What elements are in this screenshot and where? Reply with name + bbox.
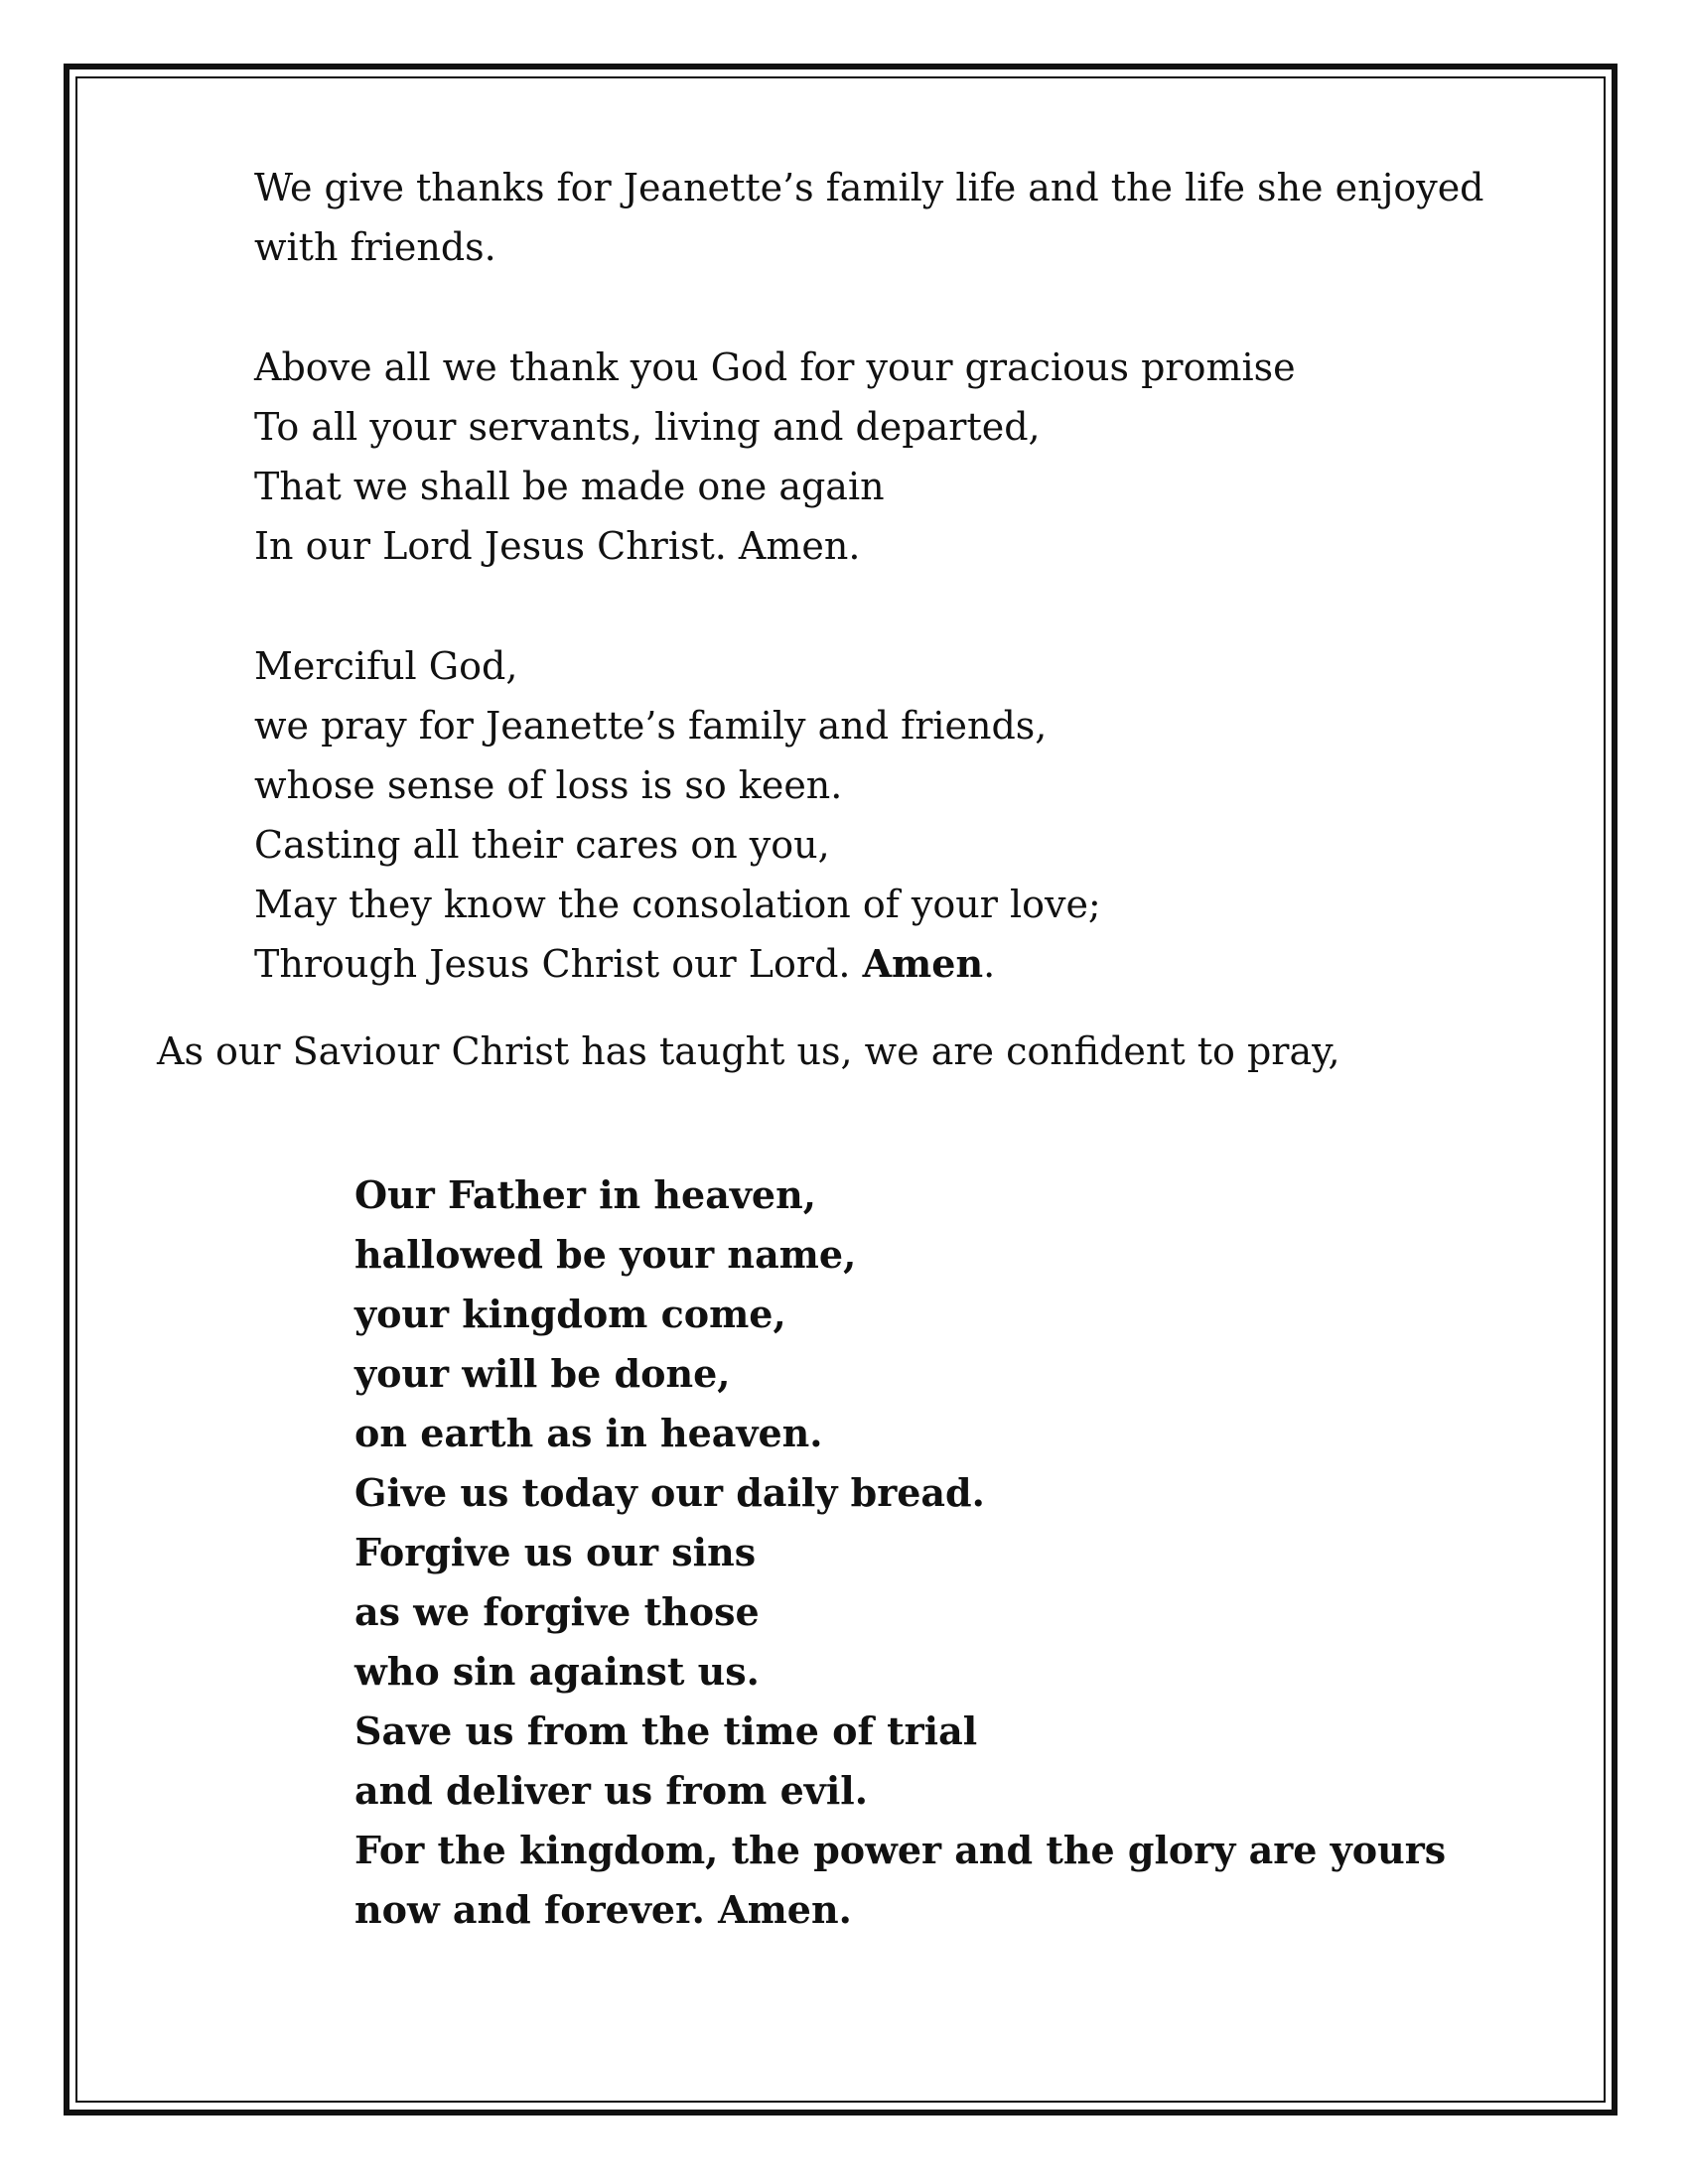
text-line: Casting all their cares on you, [254,823,830,867]
promise-prayer [254,338,1296,576]
text-line: In our Lord Jesus Christ. Amen. [254,524,861,568]
text-line: Our Father in heaven, [354,1172,816,1217]
closing-line [254,934,1101,994]
text-line: That we shall be made one again [254,465,885,508]
text-line: Merciful God, [254,644,518,688]
text-line: Forgive us our sins [354,1530,757,1574]
lords-prayer [354,1165,1446,1940]
text-line: May they know the consolation of your love; [254,883,1101,926]
text-line: as we forgive those [354,1589,760,1634]
text-line: with friends. [254,225,496,269]
closing-period: . [983,942,996,986]
text-line: hallowed be your name, [354,1232,857,1277]
text-line: we pray for Jeanette’s family and friends, [254,704,1048,748]
text-line: Above all we thank you God for your gracious promise [254,345,1296,389]
text-line: now and forever. Amen. [354,1887,852,1932]
invitation-to-pray [157,1022,1340,1081]
closing-text: Through Jesus Christ our Lord. [254,942,863,986]
text-line: For the kingdom, the power and the glory are yours [354,1828,1447,1872]
text-line: To all your servants, living and departed, [254,405,1041,449]
text-line: your kingdom come, [354,1292,786,1336]
text-line: Give us today our daily bread. [354,1470,985,1515]
text-line: Save us from the time of trial [354,1708,978,1753]
text-line: on earth as in heaven. [354,1411,823,1455]
text-line: We give thanks for Jeanette’s family life and the life she enjoyed [254,166,1484,209]
text-line: whose sense of loss is so keen. [254,763,843,807]
text-line: your will be done, [354,1351,731,1396]
thanksgiving-prayer [254,158,1484,277]
closing-amen: Amen [862,941,984,986]
text-line: and deliver us from evil. [354,1768,868,1813]
merciful-god-prayer [254,636,1101,994]
text-line: who sin against us. [354,1649,760,1694]
text-line: As our Saviour Christ has taught us, we are confident to pray, [157,1029,1340,1073]
